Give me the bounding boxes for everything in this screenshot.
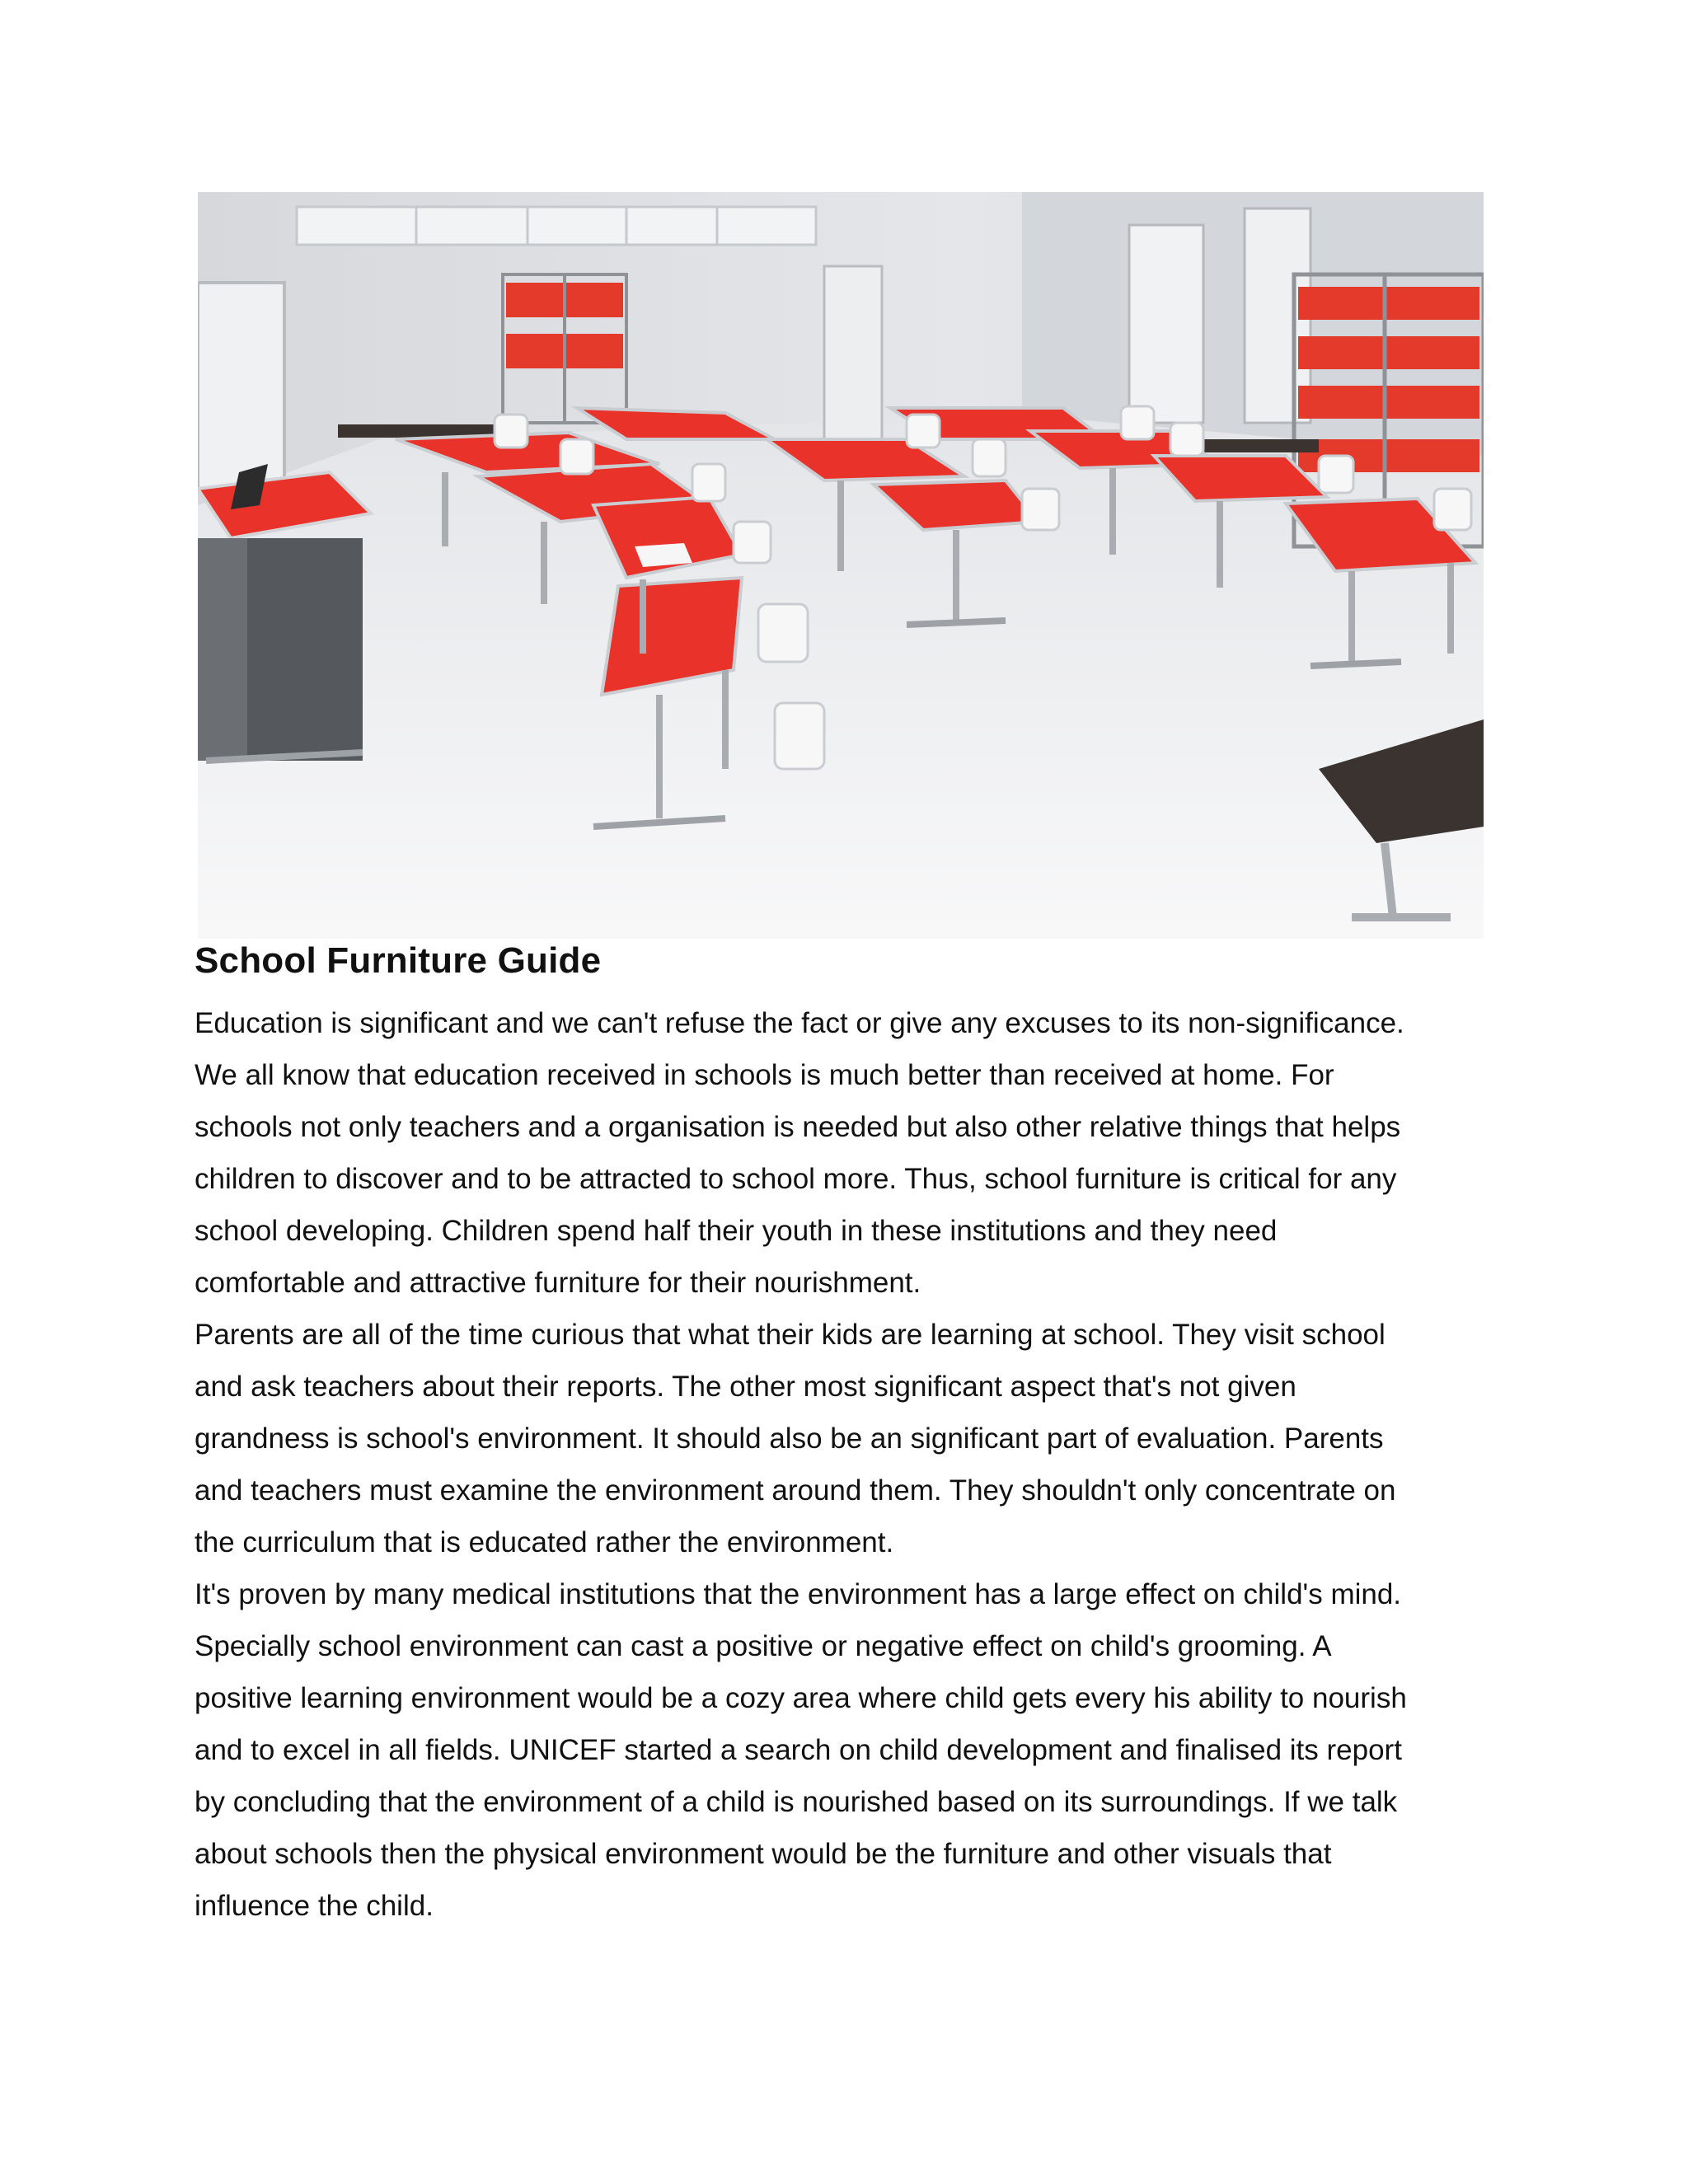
classroom-furniture-illustration bbox=[198, 192, 1484, 939]
text-line: by concluding that the environment of a child is nourished based on its surroundings. If we talk bbox=[195, 1786, 1398, 1818]
text-line: schools not only teachers and a organisation is needed but also other relative things that helps bbox=[195, 1111, 1401, 1143]
text-line: positive learning environment would be a cozy area where child gets every his ability to nourish bbox=[195, 1682, 1407, 1714]
text-line: grandness is school's environment. It should also be an significant part of evaluation. Parents bbox=[195, 1422, 1384, 1455]
text-line: about schools then the physical environment would be the furniture and other visuals that bbox=[195, 1838, 1332, 1870]
text-line: It's proven by many medical institutions that the environment has a large effect on child's mind. bbox=[195, 1578, 1402, 1610]
paragraph-1 bbox=[195, 997, 1513, 1309]
text-line: the curriculum that is educated rather the environment. bbox=[195, 1526, 894, 1558]
text-line: Parents are all of the time curious that what their kids are learning at school. They visit school bbox=[195, 1319, 1386, 1351]
text-line: school developing. Children spend half their youth in these institutions and they need bbox=[195, 1215, 1278, 1247]
text-line: We all know that education received in schools is much better than received at home. For bbox=[195, 1059, 1334, 1091]
paragraph-3 bbox=[195, 1568, 1513, 1932]
text-line: comfortable and attractive furniture for their nourishment. bbox=[195, 1267, 921, 1299]
text-line: and teachers must examine the environment around them. They shouldn't only concentrate on bbox=[195, 1474, 1396, 1507]
text-line: children to discover and to be attracted to school more. Thus, school furniture is critical for any bbox=[195, 1163, 1397, 1195]
text-line: Education is significant and we can't refuse the fact or give any excuses to its non-significance. bbox=[195, 1007, 1404, 1039]
text-line: Specially school environment can cast a positive or negative effect on child's grooming. A bbox=[195, 1630, 1332, 1662]
text-line: influence the child. bbox=[195, 1890, 434, 1922]
document-body bbox=[195, 997, 1513, 1932]
text-line: and ask teachers about their reports. The other most significant aspect that's not given bbox=[195, 1371, 1296, 1403]
paragraph-2 bbox=[195, 1309, 1513, 1568]
text-line: and to excel in all fields. UNICEF started a search on child development and finalised its report bbox=[195, 1734, 1402, 1766]
document-title: School Furniture Guide bbox=[195, 940, 602, 981]
classroom-photo bbox=[198, 192, 1484, 939]
